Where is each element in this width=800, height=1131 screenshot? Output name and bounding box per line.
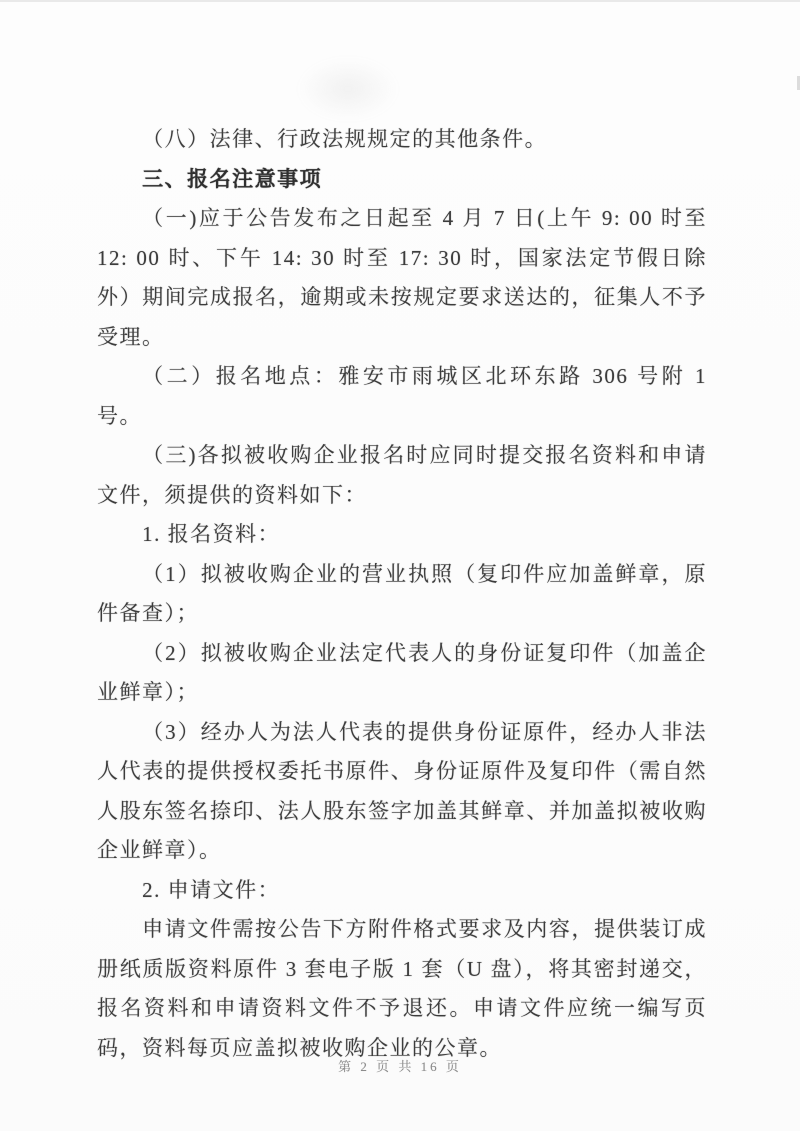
sub-item-1-business-license: （1）拟被收购企业的营业执照（复印件应加盖鲜章，原件备查）； <box>97 561 707 625</box>
application-documents-requirements: 申请文件需按公告下方附件格式要求及内容，提供装订成册纸质版资料原件 3 套电子版 1 套（U 盘），将其密封递交，报名资料和申请资料文件不予退还。申请文件应统一编写页码，资料每页应盖拟被收购企业的公章。 <box>97 917 707 1060</box>
scan-smudge-artifact <box>298 58 398 120</box>
document-body <box>97 120 707 1068</box>
list-2-application-documents: 2. 申请文件： <box>142 877 281 902</box>
sub-item-3-agent-documents: （3）经办人为法人代表的提供身份证原件，经办人非法人代表的提供授权委托书原件、身份证原件及复印件（需自然人股东签名捺印、法人股东签字加盖其鲜章、并加盖拟被收购企业鲜章）。 <box>97 719 707 862</box>
item-ba-other-conditions: （八）法律、行政法规规定的其他条件。 <box>142 127 548 151</box>
section-heading-registration-notes: 三、报名注意事项 <box>142 166 323 191</box>
scan-edge-top <box>0 0 800 2</box>
item-er-registration-address: （二）报名地点：雅安市雨城区北环东路 306 号附 1 号。 <box>97 364 707 428</box>
item-san-materials-required: （三)各拟被收购企业报名时应同时提交报名资料和申请文件，须提供的资料如下： <box>97 443 707 507</box>
page-number: 第 2 页 共 16 页 <box>338 1059 462 1074</box>
item-yi-registration-period: （一)应于公告发布之日起至 4 月 7 日(上午 9: 00 时至 12: 00 时、下午 14: 30 时至 17: 30 时，国家法定节假日除外）期间完成报名，逾期或未按规定要求送达的，征集人不予受理。 <box>97 206 707 349</box>
sub-item-2-id-card-copy: （2）拟被收购企业法定代表人的身份证复印件（加盖企业鲜章）； <box>97 640 707 704</box>
list-1-registration-materials: 1. 报名资料： <box>142 522 281 546</box>
